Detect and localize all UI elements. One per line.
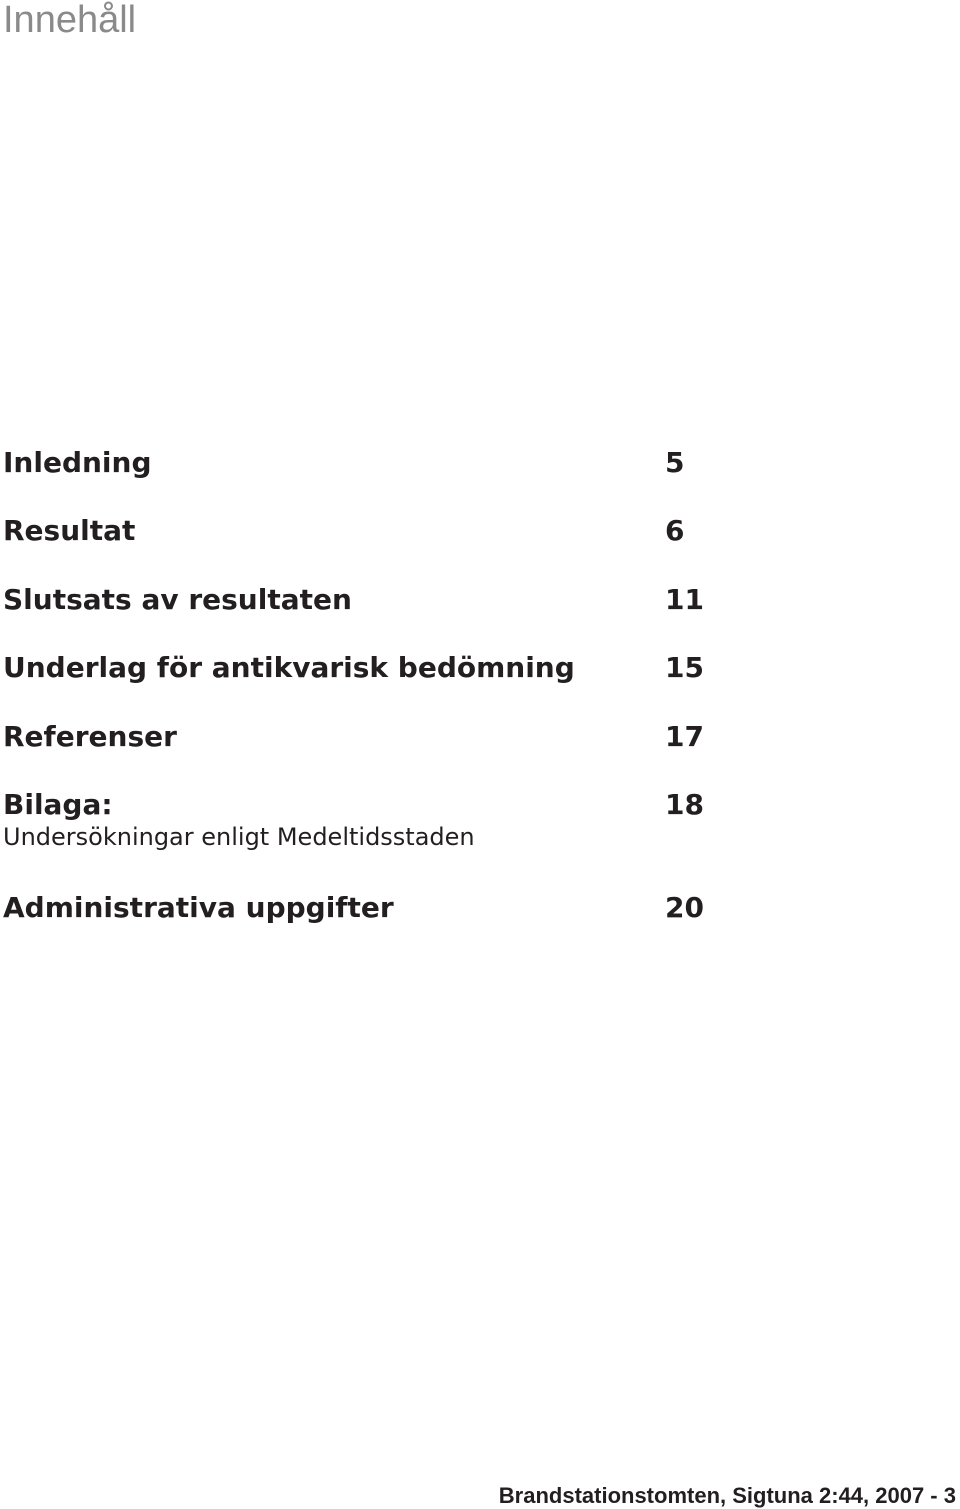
toc-page-number: 11 bbox=[665, 583, 704, 616]
toc-label: Referenser bbox=[3, 720, 177, 753]
toc-page-number: 18 bbox=[665, 788, 704, 821]
page-title: Innehåll bbox=[3, 0, 137, 41]
page-footer: Brandstationstomten, Sigtuna 2:44, 2007 - 3 bbox=[498, 1483, 956, 1508]
toc-page-number: 5 bbox=[665, 446, 685, 479]
toc-page-number: 17 bbox=[665, 720, 704, 753]
toc-page-number: 20 bbox=[665, 891, 704, 924]
toc-label: Resultat bbox=[3, 514, 136, 547]
toc-label: Bilaga: bbox=[3, 788, 113, 821]
toc-sublabel: Undersökningar enligt Medeltidsstaden bbox=[3, 823, 475, 851]
toc-page-number: 15 bbox=[665, 651, 704, 684]
toc-label: Underlag för antikvarisk bedömning bbox=[3, 651, 575, 684]
toc-label: Inledning bbox=[3, 446, 152, 479]
toc-label: Slutsats av resultaten bbox=[3, 583, 352, 616]
toc-page-number: 6 bbox=[665, 514, 685, 547]
toc-label: Administrativa uppgifter bbox=[3, 891, 394, 924]
